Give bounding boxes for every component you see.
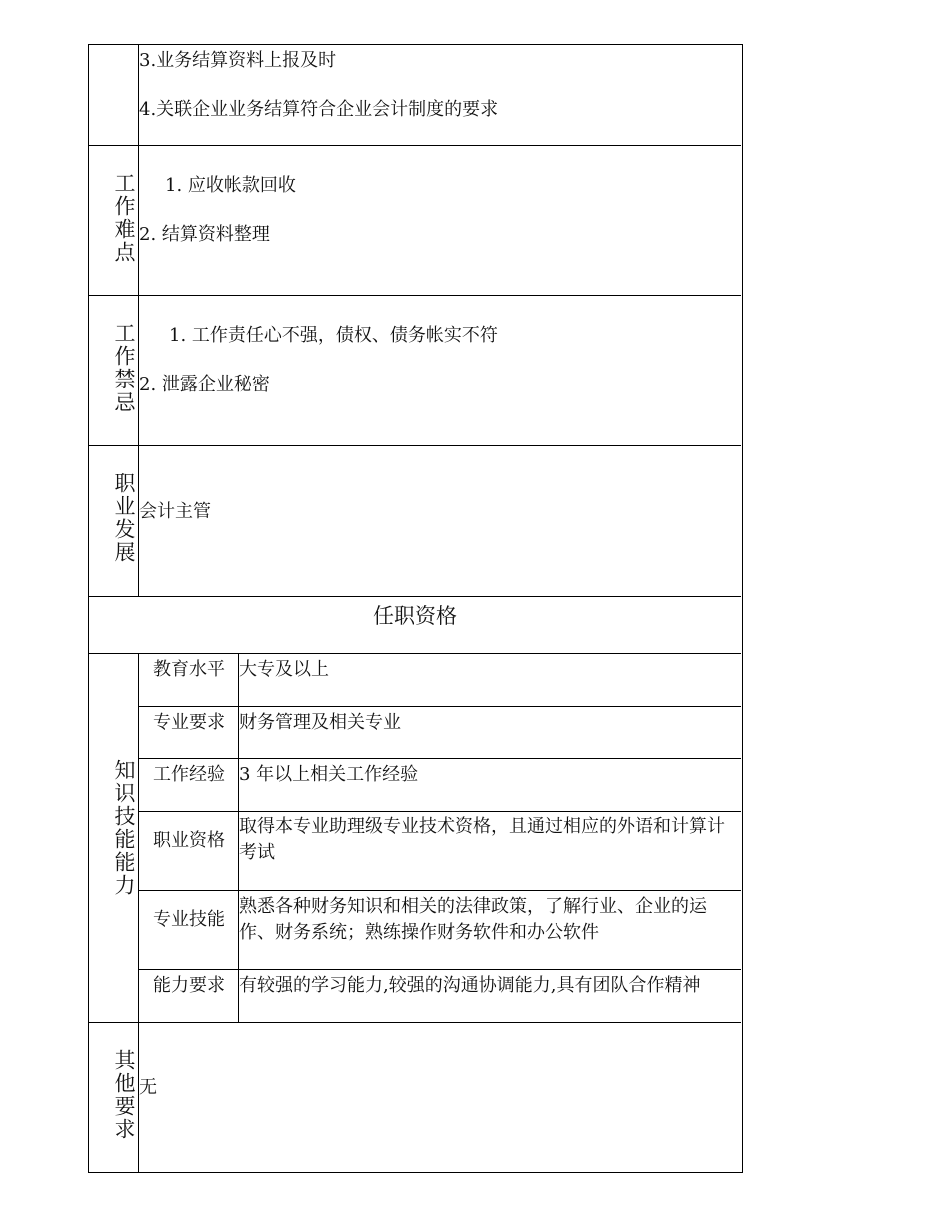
qualification-name: 专业技能 bbox=[153, 909, 225, 930]
qualification-value: 财务管理及相关专业 bbox=[239, 712, 401, 733]
row-divider bbox=[139, 706, 741, 707]
qualification-name: 教育水平 bbox=[153, 659, 225, 680]
other-label: 其他要求 bbox=[112, 1049, 136, 1141]
qualifications-label: 知识技能能力 bbox=[112, 759, 136, 897]
row-divider bbox=[139, 969, 741, 970]
qualification-value: 大专及以上 bbox=[239, 659, 329, 680]
difficulty-item-1: 1. 应收帐款回收 bbox=[165, 175, 296, 196]
row-divider bbox=[139, 890, 741, 891]
row-divider bbox=[89, 596, 741, 597]
difficulties-label: 工作难点 bbox=[112, 172, 136, 264]
qualification-name: 工作经验 bbox=[153, 764, 225, 785]
qualification-value: 有较强的学习能力,较强的沟通协调能力,具有团队合作精神 bbox=[239, 975, 701, 996]
difficulty-item-2: 2. 结算资料整理 bbox=[139, 224, 270, 245]
row-divider bbox=[89, 1022, 741, 1023]
row-divider bbox=[89, 653, 741, 654]
row-divider bbox=[89, 445, 741, 446]
qualification-name: 能力要求 bbox=[153, 975, 225, 996]
qualifications-heading: 任职资格 bbox=[373, 604, 457, 628]
row-divider bbox=[139, 758, 741, 759]
prohibition-item-1: 1. 工作责任心不强，债权、债务帐实不符 bbox=[169, 325, 498, 346]
row-divider bbox=[139, 811, 741, 812]
duty-item-3: 3.业务结算资料上报及时 bbox=[139, 50, 337, 71]
qualification-value: 取得本专业助理级专业技术资格，且通过相应的外语和计算计考试 bbox=[239, 816, 725, 863]
job-description-table bbox=[88, 44, 743, 1173]
qualification-value: 3 年以上相关工作经验 bbox=[239, 764, 419, 785]
duty-item-4: 4.关联企业业务结算符合企业会计制度的要求 bbox=[139, 99, 499, 120]
prohibitions-label: 工作禁忌 bbox=[112, 322, 136, 414]
qualification-name: 专业要求 bbox=[153, 712, 225, 733]
qualification-value: 熟悉各种财务知识和相关的法律政策，了解行业、企业的运作、财务系统；熟练操作财务软件和办公软件 bbox=[239, 896, 707, 943]
prohibition-item-2: 2. 泄露企业秘密 bbox=[139, 374, 270, 395]
career-value: 会计主管 bbox=[139, 501, 211, 522]
career-label: 职业发展 bbox=[112, 472, 136, 564]
qualification-name: 职业资格 bbox=[153, 830, 225, 851]
row-divider bbox=[89, 295, 741, 296]
other-value: 无 bbox=[139, 1077, 157, 1098]
row-divider bbox=[89, 145, 741, 146]
